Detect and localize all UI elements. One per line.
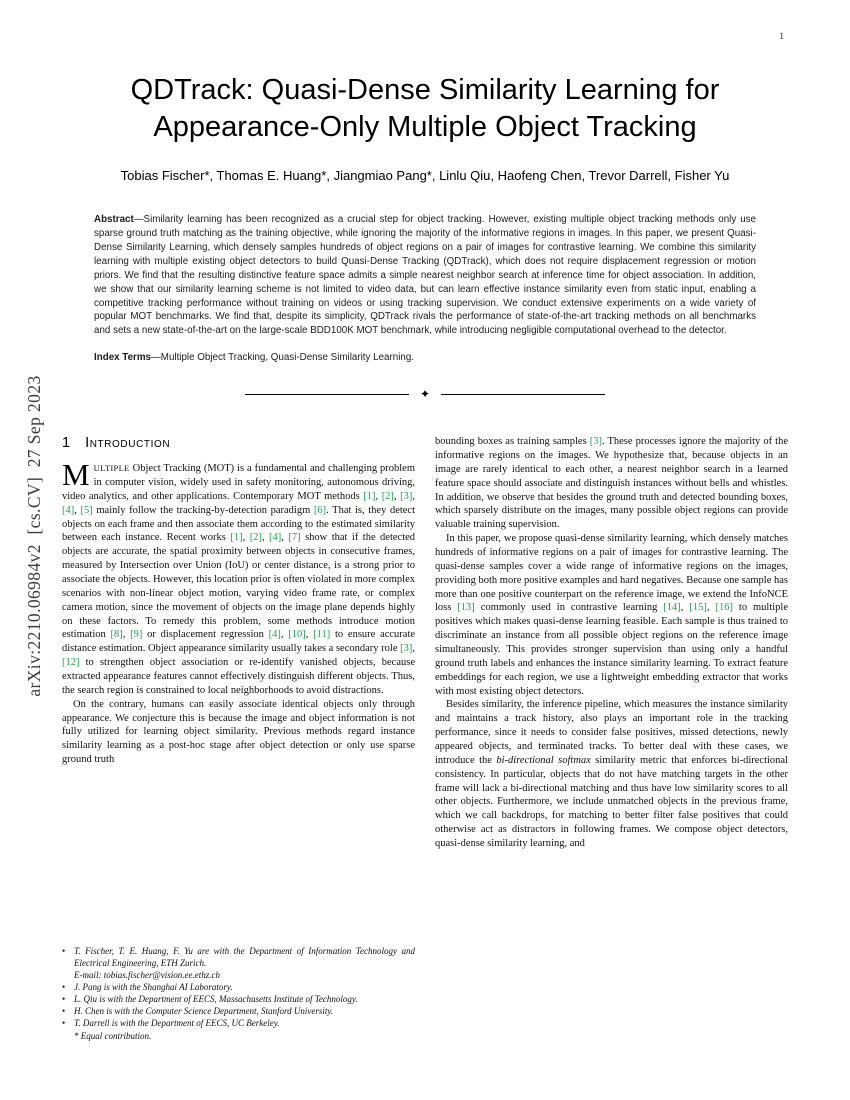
intro-paragraph-4: In this paper, we propose quasi-dense similarity learning, which densely matches hundreds of informative regions on a pair of images for contrastive learning. The quasi-dense samples cover a wide range of informative regions on the images, providing both more positive examples and hard negatives. Because one sample has more than one positive counterpart on the reference image, we extend the InfoNCE loss [13] commonly used in contrastive learning [14], [15], [16] to multiple positives which makes quasi-dense learning feasible. Each sample is thus trained to discriminate an instance from all possible object regions on the reference image simultaneously. This provides stronger supervision than using only a handful ground truth labels and enhances the instance similarity learning. To extract feature embeddings for each region, we use a lightweight embedding extractor that works with most existing object detectors. (435, 533, 788, 697)
footnote-affiliation: H. Chen is with the Computer Science Department, Stanford University. (74, 1006, 334, 1017)
footnote-item (62, 946, 415, 982)
footnote-item (62, 982, 415, 994)
index-terms (94, 351, 756, 365)
citation-link[interactable]: [3] (400, 643, 413, 655)
bullet-icon: • (62, 1018, 66, 1029)
separator-line-right (441, 394, 605, 395)
bullet-icon: • (62, 946, 66, 957)
section-1-title: Introduction (85, 435, 171, 452)
citation-link[interactable]: [1] (230, 532, 243, 544)
paper-header (0, 72, 850, 183)
section-1-heading (62, 435, 415, 451)
citation-link[interactable]: [14] (663, 602, 681, 614)
citation-link[interactable]: [15] (689, 602, 707, 614)
arxiv-watermark: arXiv:2210.06984v2 [cs.CV] 27 Sep 2023 (24, 375, 44, 697)
citation-link[interactable]: [9] (130, 629, 143, 641)
index-terms-text: —Multiple Object Tracking, Quasi-Dense Similarity Learning. (151, 352, 414, 364)
citation-link[interactable]: [10] (288, 629, 306, 641)
footnote-affiliation: T. Fischer, T. E. Huang, F. Yu are with the Department of Information Technology and Electrical Engineering, ETH Zurich. (74, 946, 415, 969)
intro-paragraph-1-text: Object Tracking (MOT) is a fundamental and challenging problem in computer vision, widely used in safety monitoring, autonomous driving, video analytics, and other applications. Contemporary MOT methods [1], [2], [3], [4], [5] mainly follow the tracking-by-detection paradigm [6]. That is, they detect objects on each frame and then associate them according to the estimated similarity between each instance. Recent works [1], [2], [4], [7] show that if the detected objects are accurate, the spatial proximity between objects in consecutive frames, measured by Intersection over Union (IoU) or center distance, is a strong prior to associate the objects. However, this location prior is often violated in more complex scenarios with non-linear object motion, varying video frame rate, or complex camera motion, since the movement of objects on the image plane depends highly on these factors. To remedy this problem, some methods introduce motion estimation [8], [9] or displacement regression [4], [10], [11] to ensure accurate distance estimation. Object appearance similarity usually takes a secondary role [3], [12] to strengthen object association or re-identify vanished objects, because extracted appearance features cannot effectively distinguish different objects. Thus, the search region is constrained to local neighborhoods to avoid distractions. (62, 463, 415, 696)
footnote-affiliation: J. Pang is with the Shanghai AI Laboratory. (74, 982, 233, 993)
citation-link[interactable]: [8] (110, 629, 123, 641)
abstract (94, 213, 756, 338)
citation-link[interactable]: [4] (62, 504, 75, 516)
citation-link[interactable]: [16] (715, 602, 733, 614)
citation-link[interactable]: [3] (589, 436, 602, 448)
section-separator (0, 388, 850, 400)
citation-link[interactable]: [5] (80, 504, 93, 516)
abstract-label: Abstract (94, 214, 134, 226)
citation-link[interactable]: [2] (249, 532, 262, 544)
diamond-icon: ✦ (419, 387, 431, 402)
author-footnotes (62, 946, 415, 1047)
bullet-icon: • (62, 994, 66, 1005)
citation-link[interactable]: [13] (457, 602, 475, 614)
intro-paragraph-3: bounding boxes as training samples [3]. These processes ignore the majority of the informative regions on the images. We hypothesize that, because objects in an image are rarely identical to each other, a nearest neighbor search in a learned feature space should associate and distinguish instances without bells and whistles. In addition, we observe that besides the ground truth and detected bounding boxes, which sparsely distribute on the images, many possible object regions can provide valuable training supervision. (435, 436, 788, 531)
paper-title (70, 72, 780, 145)
left-column (62, 435, 415, 1047)
page-number: 1 (779, 32, 784, 42)
paper-title-line1: QDTrack: Quasi-Dense Similarity Learning for (130, 74, 720, 106)
bullet-icon: • (62, 982, 66, 993)
footnote-item (62, 994, 415, 1006)
footnote-text (74, 946, 415, 982)
intro-paragraph-2: On the contrary, humans can easily associate identical objects only through appearance. We conjecture this is because the image and object information is not fully utilized for learning object similarity. Previous methods regard instance similarity learning as a post-hoc stage after object detection or only use sparse ground truth (62, 698, 415, 766)
separator-line-left (245, 394, 409, 395)
intro-paragraph-1 (62, 457, 415, 698)
footnote-email: E-mail: tobias.fischer@vision.ee.ethz.ch (74, 970, 220, 981)
citation-link[interactable]: [11] (313, 629, 331, 641)
right-column (435, 435, 788, 1047)
dropcap-letter: M (62, 457, 90, 493)
footnote-item (62, 1006, 415, 1018)
citation-link[interactable]: [2] (381, 490, 394, 502)
citation-link[interactable]: [6] (313, 504, 327, 516)
citation-link[interactable]: [7] (288, 532, 301, 544)
citation-link[interactable]: [4] (269, 532, 282, 544)
citation-link[interactable]: [1] (363, 490, 376, 502)
citation-link[interactable]: [3] (400, 490, 413, 502)
index-terms-label: Index Terms (94, 352, 151, 364)
paper-title-line2: Appearance-Only Multiple Object Tracking (153, 110, 697, 143)
footnote-affiliation: T. Darrell is with the Department of EECS, UC Berkeley. (74, 1018, 280, 1029)
citation-link[interactable]: [12] (62, 657, 80, 669)
bullet-icon: • (62, 1006, 66, 1017)
intro-paragraph-5: Besides similarity, the inference pipeline, which measures the instance similarity and maintains a track history, also plays an important role in the tracking performance, since it needs to consider false positives, missed detections, newly appeared objects, and terminated tracks. To better deal with these cases, we introduce the bi-directional softmax similarity metric that enforces bi-directional consistency. In particular, objects that do not have matching targets in the other frame will lack a bi-directional matching and thus have low similarity scores to all other objects. Furthermore, we include unmatched objects in the previous frame, which we call backdrops, for matching to better filter false positives that could otherwise act as distractors in following frames. We compose object detectors, quasi-dense similarity learning, and (435, 699, 788, 850)
footnote-item (62, 1018, 415, 1030)
equal-contribution-note: * Equal contribution. (74, 1031, 152, 1042)
abstract-text: —Similarity learning has been recognized as a crucial step for object tracking. However, existing multiple object tracking methods only use sparse ground truth matching as the training objective, while ignoring the majority of the informative regions in images. In this paper, we present Quasi-Dense Similarity Learning, which densely samples hundreds of object regions on a pair of images for contrastive learning. We combine this similarity learning with multiple existing object detectors to build Quasi-Dense Tracking (QDTrack), which does not require displacement regression or motion priors. We find that the resulting distinctive feature space admits a simple nearest neighbor search at inference time for object association. In addition, we show that our similarity learning scheme is not limited to video data, but can learn effective instance similarity even from static input, enabling a competitive tracking performance without training on videos or using tracking supervision. We conduct extensive experiments on a wide variety of popular MOT benchmarks. We find that, despite its simplicity, QDTrack rivals the performance of state-of-the-art tracking methods on all benchmarks and sets a new state-of-the-art on the large-scale BDD100K MOT benchmark, while introducing negligible computational overhead to the detector. (94, 214, 756, 337)
author-list: Tobias Fischer*, Thomas E. Huang*, Jiangmiao Pang*, Linlu Qiu, Haofeng Chen, Trevor Darrell, Fisher Yu (120, 168, 730, 184)
citation-link[interactable]: [4] (268, 629, 281, 641)
lead-word: ULTIPLE (93, 463, 130, 474)
section-1-number: 1 (62, 435, 71, 452)
two-column-body (62, 435, 788, 1047)
footnote-affiliation: L. Qiu is with the Department of EECS, Massachusetts Institute of Technology. (74, 994, 358, 1005)
